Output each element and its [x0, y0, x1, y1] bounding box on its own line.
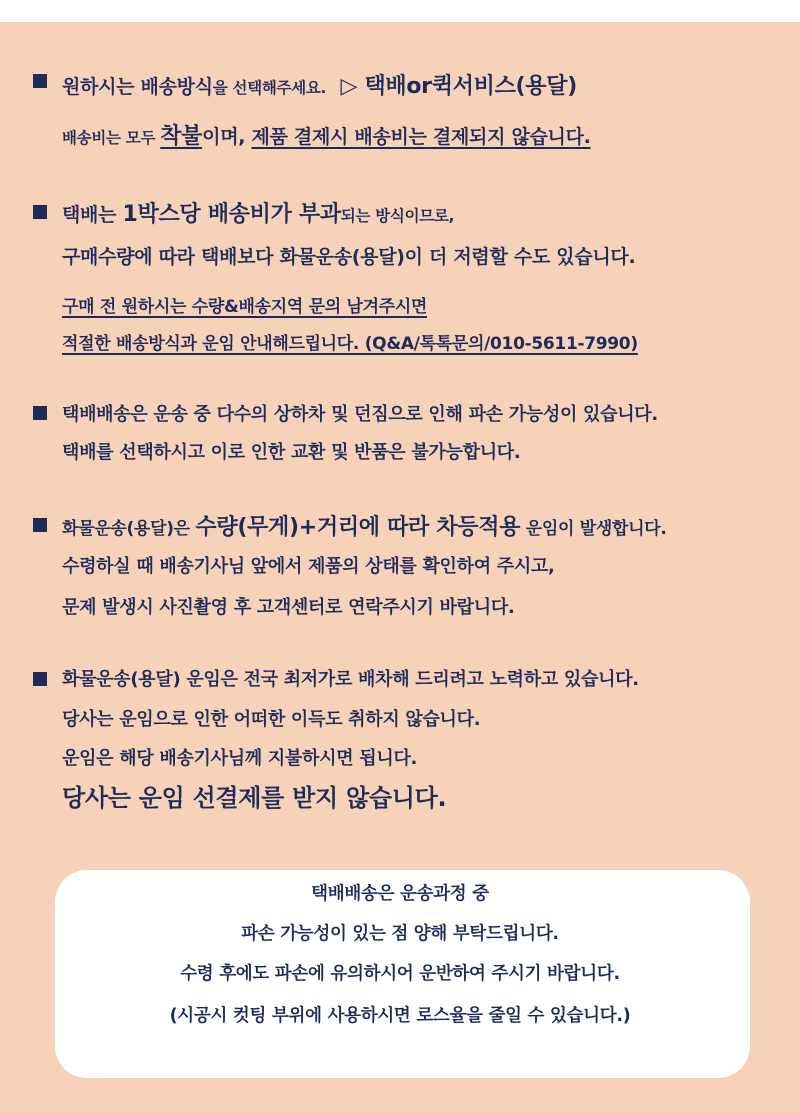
text-run: 1박스당 배송비가 부과: [122, 202, 341, 227]
bullet-icon: [33, 672, 47, 686]
section1-line2: [62, 119, 591, 150]
bullet-icon: [33, 406, 47, 420]
text-run: 원하시는 배송방식: [62, 76, 213, 98]
section3-line1: 택배배송은 운송 중 다수의 상하차 및 던짐으로 인해 파손 가능성이 있습니다.: [62, 404, 658, 425]
text-run: 을 선택해주세요.: [212, 79, 327, 97]
notice-line1: 택배배송은 운송과정 중: [311, 884, 489, 904]
text-run: 수량(무게)+거리에 따라 차등적용: [195, 515, 521, 540]
section2-line2: 구매수량에 따라 택배보다 화물운송(용달)이 더 저렴할 수도 있습니다.: [62, 246, 636, 268]
section5-line2: 당사는 운임으로 인한 어떠한 이득도 취하지 않습니다.: [62, 709, 481, 730]
bullet-icon: [33, 74, 47, 88]
notice-line3: 수령 후에도 파손에 유의하시어 운반하여 주시기 바랍니다.: [180, 964, 620, 984]
text-run: 제품 결제시 배송비는 결제되지 않습니다.: [251, 126, 591, 148]
bullet-icon: [33, 518, 47, 532]
text-run: ▷ 택배or퀵서비스(용달): [340, 74, 577, 99]
bullet-icon: [33, 205, 47, 219]
notice-line2: 파손 가능성이 있는 점 양해 부탁드립니다.: [241, 924, 559, 944]
section5-line1: 화물운송(용달) 운임은 전국 최저가로 배차해 드리려고 노력하고 있습니다.: [62, 669, 639, 690]
section2-line1: [62, 197, 454, 228]
shipping-info-panel: [0, 22, 800, 1113]
notice-line4: (시공시 컷팅 부위에 사용하시면 로스율을 줄일 수 있습니다.): [169, 1006, 631, 1026]
section5-line4: 당사는 운임 선결제를 받지 않습니다.: [62, 784, 447, 812]
section4-line3: 문제 발생시 사진촬영 후 고객센터로 연락주시기 바랍니다.: [62, 597, 515, 618]
text-run: 택배는: [62, 204, 123, 226]
section4-line1: [62, 510, 667, 541]
section1-line1: [62, 69, 577, 100]
section2-line4: 적절한 배송방식과 운임 안내해드립니다. (Q&A/톡톡문의/010-5611-7990): [62, 334, 638, 354]
text-run: 화물운송(용달)은: [62, 519, 196, 539]
section4-line2: 수령하실 때 배송기사님 앞에서 제품의 상태를 확인하여 주시고,: [62, 556, 555, 577]
text-run: 이며,: [202, 126, 252, 148]
text-run: 운임이 발생합니다.: [520, 519, 667, 539]
text-run: 되는 방식이므로,: [340, 207, 455, 225]
section5-line3: 운임은 해당 배송기사님께 지불하시면 됩니다.: [62, 748, 418, 769]
section3-line2: 택배를 선택하시고 이로 인한 교환 및 반품은 불가능합니다.: [62, 442, 521, 463]
text-run: 착불: [160, 124, 203, 149]
text-run: 배송비는 모두: [62, 129, 161, 147]
section2-line3: 구매 전 원하시는 수량&배송지역 문의 남겨주시면: [62, 297, 428, 317]
